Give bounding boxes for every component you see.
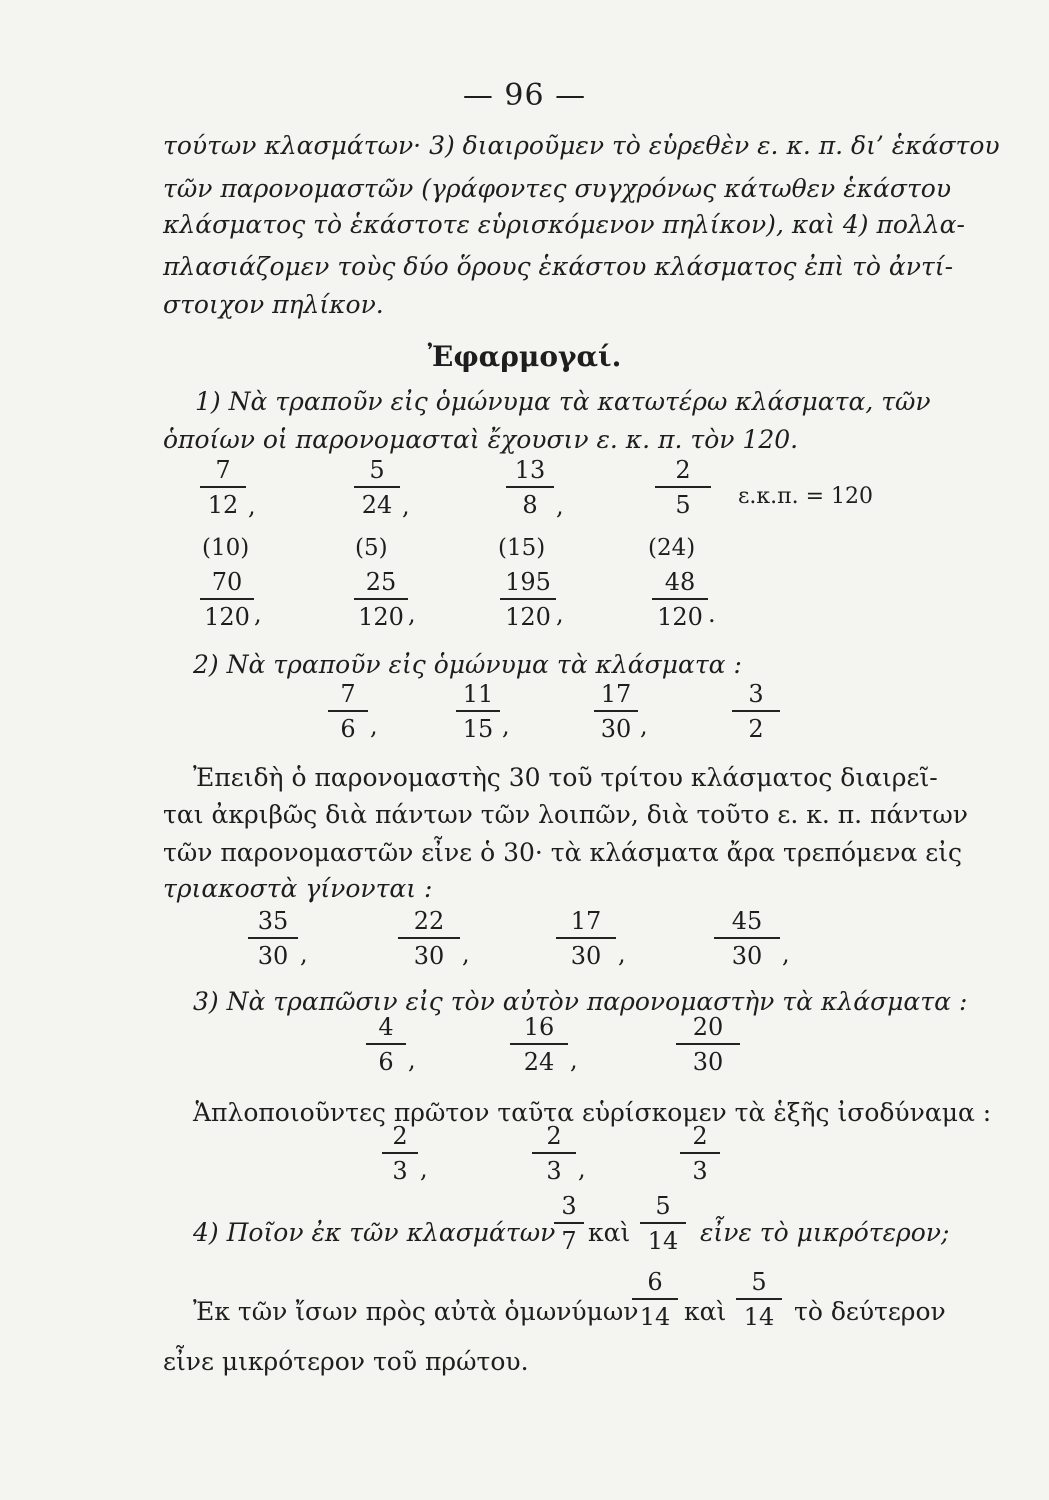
denominator: 30 bbox=[413, 942, 445, 970]
and-word: καὶ bbox=[684, 1297, 727, 1326]
fraction bbox=[328, 680, 368, 743]
numerator: 45 bbox=[731, 907, 763, 935]
fraction bbox=[632, 1268, 678, 1331]
intro-line: τῶν παρονομαστῶν (γράφοντες συγχρόνως κάτωθεν ἑκάστου bbox=[163, 174, 952, 203]
example-1-text: 1) Νὰ τραποῦν εἰς ὁμώνυμα τὰ κατωτέρω κλάσματα, τῶν bbox=[195, 387, 931, 416]
fraction bbox=[456, 680, 500, 743]
example-4-text: εἶνε τὸ μικρότερον; bbox=[700, 1218, 950, 1247]
numerator: 17 bbox=[600, 680, 632, 708]
denominator: 7 bbox=[561, 1227, 577, 1255]
multiplier: (24) bbox=[648, 535, 696, 561]
example-4-answer: τὸ δεύτερον bbox=[794, 1297, 946, 1326]
denominator: 120 bbox=[505, 603, 551, 631]
fraction bbox=[248, 907, 298, 970]
denominator: 14 bbox=[743, 1303, 775, 1331]
denominator: 15 bbox=[462, 715, 494, 743]
numerator: 6 bbox=[647, 1268, 663, 1296]
fraction bbox=[554, 1192, 584, 1255]
numerator: 16 bbox=[523, 1013, 555, 1041]
fraction bbox=[594, 680, 638, 743]
denominator: 12 bbox=[207, 491, 239, 519]
example-4-answer: Ἐκ τῶν ἴσων πρὸς αὐτὰ ὁμωνύμων bbox=[193, 1297, 639, 1326]
numerator: 3 bbox=[561, 1192, 577, 1220]
fraction bbox=[676, 1013, 740, 1076]
fraction bbox=[398, 907, 460, 970]
numerator: 11 bbox=[462, 680, 494, 708]
multiplier: (5) bbox=[355, 535, 388, 561]
example-4-answer: εἶνε μικρότερον τοῦ πρώτου. bbox=[163, 1347, 529, 1376]
example-3-explanation: Ἁπλοποιοῦντες πρῶτον ταῦτα εὑρίσκομεν τὰ ἑξῆς ἰσοδύναμα : bbox=[193, 1098, 992, 1127]
numerator: 7 bbox=[340, 680, 356, 708]
numerator: 17 bbox=[570, 907, 602, 935]
multiplier: (15) bbox=[498, 535, 546, 561]
intro-line: πλασιάζομεν τοὺς δύο ὅρους ἑκάστου κλάσματος ἐπὶ τὸ ἀντί- bbox=[163, 252, 954, 281]
numerator: 2 bbox=[546, 1122, 562, 1150]
fraction bbox=[680, 1122, 720, 1185]
fraction bbox=[532, 1122, 576, 1185]
denominator: 120 bbox=[204, 603, 250, 631]
fraction bbox=[736, 1268, 782, 1331]
numerator: 35 bbox=[257, 907, 289, 935]
denominator: 3 bbox=[392, 1157, 408, 1185]
intro-line: στοιχον πηλίκον. bbox=[163, 290, 384, 319]
fraction bbox=[500, 568, 556, 631]
denominator: 8 bbox=[522, 491, 538, 519]
fraction bbox=[732, 680, 780, 743]
numerator: 20 bbox=[692, 1013, 724, 1041]
numerator: 2 bbox=[392, 1122, 408, 1150]
fraction bbox=[640, 1192, 686, 1255]
denominator: 2 bbox=[748, 715, 764, 743]
denominator: 30 bbox=[600, 715, 632, 743]
fraction bbox=[354, 456, 400, 519]
denominator: 14 bbox=[647, 1227, 679, 1255]
denominator: 120 bbox=[358, 603, 404, 631]
denominator: 6 bbox=[340, 715, 356, 743]
book-page: — 96 — τούτων κλασμάτων· 3) διαιροῦμεν τὸ εὑρεθὲν ε. κ. π. δι’ ἑκάστου τῶν παρονομαστῶν (γράφοντες συγχρόνως κάτωθεν ἑκάστου κλάσματος τὸ ἑκάστοτε εὑρισκόμενον πηλίκον), καὶ 4) πολλα- πλασιάζομεν τοὺς δύο ὅρους ἑκάστου κλάσματος ἐπὶ τὸ ἀντί- στοιχον πηλίκον. Ἐφαρμογαί. 1) Νὰ τραποῦν εἰς ὁμώνυμα τὰ κατωτέρω κλάσματα, τῶν ὁποίων οἱ παρονομασταὶ ἔχουσιν ε. κ. π. τὸν 120. 7 12 , 5 24 , 13 8 , 2 5 ε.κ.π. = 120 (10) (5) (15) (24) 70 120 , 25 120 , 195 120 , 48 120 . 2) Νὰ τραποῦν εἰς ὁμώνυμα τὰ κλάσματα : 7 6 , 11 15 , 17 30 , 3 2 Ἐπειδὴ ὁ παρονομαστὴς 30 τοῦ τρίτου κλάσματος διαιρεῖ- ται ἀκριβῶς διὰ πάντων τῶν λοιπῶν, διὰ τοῦτο ε. κ. π. πάντων τῶν παρονομαστῶν εἶνε ὁ 30· τὰ κλάσματα ἄρα τρεπόμενα εἰς τριακοστὰ γίνονται : 35 30 , 22 30 , 17 30 , 45 30 , 3) Νὰ τραπῶσιν εἰς τὸν αὐτὸν παρονομαστὴν τὰ κλάσματα : 4 6 , 16 24 , 20 30 Ἁπλοποιοῦντες πρῶτον ταῦτα εὑρίσκομεν τὰ ἑξῆς ἰσοδύναμα : 2 3 , 2 3 , 2 3 4) Ποῖον ἐκ τῶν κλασμάτων 3 7 καὶ 5 14 εἶνε τὸ μικρότερον; Ἐκ τῶν ἴσων πρὸς αὐτὰ ὁμωνύμων 6 14 καὶ 5 14 τὸ δεύτερον εἶνε μικρότερον τοῦ πρώτου. bbox=[0, 0, 1049, 1500]
denominator: 24 bbox=[361, 491, 393, 519]
fraction bbox=[652, 568, 708, 631]
numerator: 5 bbox=[369, 456, 385, 484]
fraction bbox=[366, 1013, 406, 1076]
example-4-text: 4) Ποῖον ἐκ τῶν κλασμάτων bbox=[193, 1218, 556, 1247]
numerator: 2 bbox=[692, 1122, 708, 1150]
example-2-explanation: τῶν παρονομαστῶν εἶνε ὁ 30· τὰ κλάσματα ἄρα τρεπόμενα εἰς bbox=[163, 838, 962, 867]
example-2-explanation: τριακοστὰ γίνονται : bbox=[163, 874, 433, 903]
denominator: 14 bbox=[639, 1303, 671, 1331]
numerator: 5 bbox=[751, 1268, 767, 1296]
intro-line: τούτων κλασμάτων· 3) διαιροῦμεν τὸ εὑρεθὲν ε. κ. π. δι’ ἑκάστου bbox=[163, 131, 1000, 160]
fraction bbox=[200, 568, 254, 631]
numerator: 5 bbox=[655, 1192, 671, 1220]
denominator: 6 bbox=[378, 1048, 394, 1076]
denominator: 24 bbox=[523, 1048, 555, 1076]
numerator: 4 bbox=[378, 1013, 394, 1041]
numerator: 25 bbox=[365, 568, 397, 596]
denominator: 120 bbox=[657, 603, 703, 631]
numerator: 3 bbox=[748, 680, 764, 708]
example-1-text: ὁποίων οἱ παρονομασταὶ ἔχουσιν ε. κ. π. τὸν 120. bbox=[163, 425, 799, 454]
numerator: 22 bbox=[413, 907, 445, 935]
and-word: καὶ bbox=[588, 1218, 631, 1247]
fraction bbox=[510, 1013, 568, 1076]
example-2-text: 2) Νὰ τραποῦν εἰς ὁμώνυμα τὰ κλάσματα : bbox=[193, 650, 742, 679]
example-3-text: 3) Νὰ τραπῶσιν εἰς τὸν αὐτὸν παρονομαστὴν τὰ κλάσματα : bbox=[193, 987, 968, 1016]
section-heading: Ἐφαρμογαί. bbox=[427, 340, 622, 373]
numerator: 2 bbox=[675, 456, 691, 484]
numerator: 7 bbox=[215, 456, 231, 484]
denominator: 5 bbox=[675, 491, 691, 519]
page-number: — 96 — bbox=[462, 78, 587, 113]
denominator: 30 bbox=[570, 942, 602, 970]
fraction bbox=[382, 1122, 418, 1185]
example-2-explanation: Ἐπειδὴ ὁ παρονομαστὴς 30 τοῦ τρίτου κλάσματος διαιρεῖ- bbox=[193, 763, 938, 792]
numerator: 13 bbox=[514, 456, 546, 484]
fraction bbox=[506, 456, 554, 519]
example-2-explanation: ται ἀκριβῶς διὰ πάντων τῶν λοιπῶν, διὰ τοῦτο ε. κ. π. πάντων bbox=[163, 800, 968, 829]
denominator: 30 bbox=[731, 942, 763, 970]
denominator: 3 bbox=[546, 1157, 562, 1185]
numerator: 195 bbox=[505, 568, 551, 596]
multiplier: (10) bbox=[202, 535, 250, 561]
lcm-label: ε.κ.π. = 120 bbox=[738, 484, 873, 509]
fraction bbox=[714, 907, 780, 970]
fraction bbox=[200, 456, 246, 519]
denominator: 30 bbox=[692, 1048, 724, 1076]
numerator: 48 bbox=[664, 568, 696, 596]
denominator: 30 bbox=[257, 942, 289, 970]
fraction bbox=[655, 456, 711, 519]
fraction bbox=[354, 568, 408, 631]
fraction bbox=[556, 907, 616, 970]
numerator: 70 bbox=[211, 568, 243, 596]
intro-line: κλάσματος τὸ ἑκάστοτε εὑρισκόμενον πηλίκον), καὶ 4) πολλα- bbox=[163, 210, 965, 239]
denominator: 3 bbox=[692, 1157, 708, 1185]
